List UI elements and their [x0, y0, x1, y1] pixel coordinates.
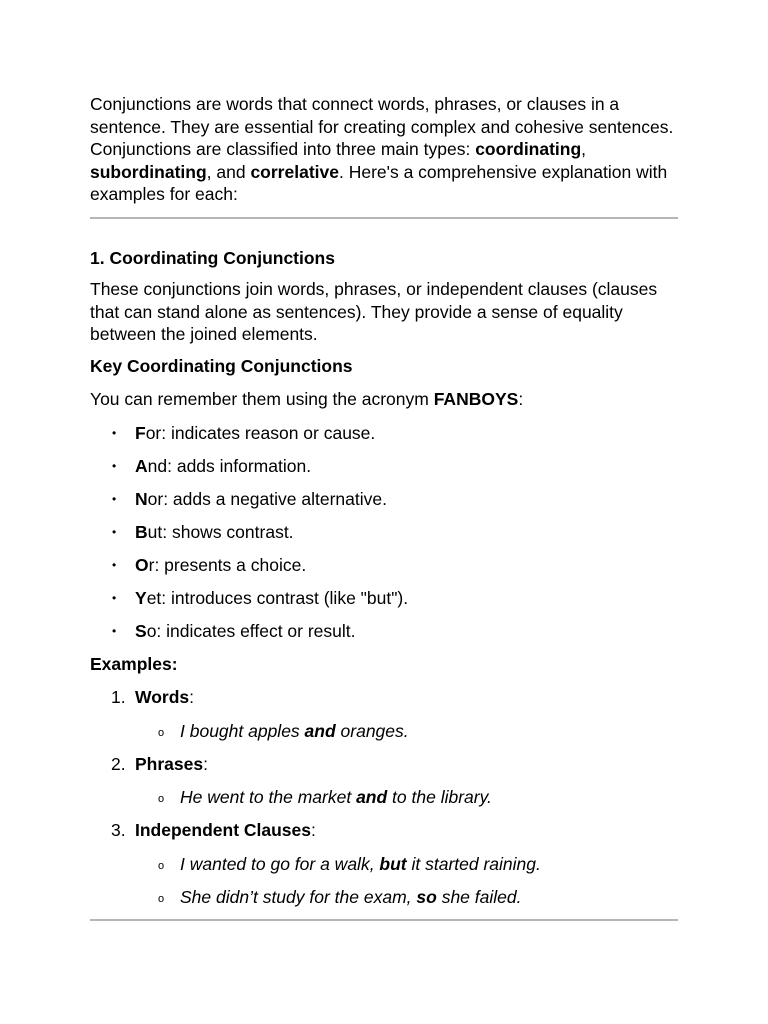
- fanboys-text: or: indicates reason or cause.: [145, 422, 376, 443]
- sentence-text: it started raining.: [406, 853, 541, 874]
- conjunction-word: but: [379, 853, 407, 874]
- fanboys-letter: F: [135, 422, 146, 443]
- bullet-icon: •: [112, 524, 117, 539]
- sentence-text: She didn’t study for the exam,: [180, 886, 417, 907]
- intro-line: sentence. They are essential for creating complex and cohesive sentences.: [90, 116, 674, 137]
- example-item: [90, 753, 678, 776]
- intro-line: examples for each:: [90, 184, 238, 204]
- fanboys-letter: S: [135, 620, 147, 641]
- fanboys-letter: O: [135, 554, 149, 575]
- intro-paragraph: [90, 93, 678, 206]
- sentence-text: to the library.: [387, 787, 492, 807]
- example-number: 1.: [111, 687, 126, 707]
- punctuation: :: [189, 687, 194, 707]
- type-correlative: correlative: [250, 161, 339, 182]
- punctuation: :: [311, 820, 316, 840]
- fanboys-item: [90, 488, 678, 511]
- fanboys-letter: B: [135, 521, 148, 542]
- fanboys-text: r: presents a choice.: [148, 554, 307, 575]
- bullet-icon: •: [112, 557, 117, 572]
- fanboys-item: [90, 521, 678, 544]
- circle-bullet-icon: o: [158, 892, 165, 905]
- punctuation: :: [518, 389, 524, 409]
- section-description: These conjunctions join words, phrases, or independent clauses (clauses that can stand alone as sentences). They provide a sense of equality between the joined elements.: [90, 279, 658, 344]
- fanboys-letter: Y: [135, 587, 147, 608]
- fanboys-text: nd: adds information.: [147, 455, 312, 476]
- fanboys-text: et: introduces contrast (like "but").: [146, 587, 409, 608]
- fanboys-item: [90, 620, 678, 643]
- example-label: Words: [135, 687, 190, 707]
- acronym-line: [90, 388, 678, 411]
- conjunction-word: and: [356, 787, 388, 807]
- fanboys-item: [90, 554, 678, 577]
- acronym-intro-text: You can remember them using the acronym: [90, 389, 434, 409]
- punctuation: :: [203, 753, 208, 774]
- example-item: [90, 819, 678, 842]
- fanboys-letter: A: [135, 455, 148, 476]
- example-sentence: [90, 886, 678, 909]
- circle-bullet-icon: o: [158, 859, 165, 872]
- separator-text: , and: [206, 161, 251, 182]
- bullet-icon: •: [112, 491, 117, 506]
- bullet-icon: •: [112, 425, 117, 440]
- example-number: 3.: [111, 820, 126, 840]
- example-sentence: [90, 786, 678, 809]
- fanboys-item: [90, 422, 678, 445]
- type-coordinating: coordinating: [475, 139, 582, 159]
- example-item: [90, 686, 678, 709]
- example-sentence: [90, 720, 678, 743]
- section-title: 1. Coordinating Conjunctions: [90, 247, 335, 268]
- punctuation: ,: [581, 139, 587, 159]
- bullet-icon: •: [112, 623, 117, 638]
- fanboys-list: [90, 422, 678, 643]
- intro-line: . Here's a comprehensive explanation with: [338, 161, 668, 182]
- fanboys-text: o: indicates effect or result.: [146, 620, 356, 641]
- sentence-text: I bought apples: [180, 720, 305, 741]
- bullet-icon: •: [112, 590, 117, 605]
- conjunction-word: and: [304, 720, 336, 741]
- intro-line: Conjunctions are words that connect words, phrases, or clauses in a: [90, 94, 620, 114]
- acronym: FANBOYS: [433, 389, 519, 409]
- example-label: Independent Clauses: [135, 820, 312, 840]
- fanboys-item: [90, 455, 678, 478]
- bullet-icon: •: [112, 458, 117, 473]
- example-sentence: [90, 853, 678, 876]
- fanboys-letter: N: [135, 488, 148, 509]
- fanboys-text: ut: shows contrast.: [147, 521, 294, 542]
- type-subordinating: subordinating: [90, 161, 207, 182]
- circle-bullet-icon: o: [158, 726, 165, 739]
- subheading: Key Coordinating Conjunctions: [90, 355, 353, 376]
- divider: [90, 919, 678, 921]
- intro-line: Conjunctions are classified into three main types:: [90, 139, 476, 159]
- fanboys-item: [90, 587, 678, 610]
- sentence-text: He went to the market: [180, 787, 357, 807]
- examples-heading: Examples:: [90, 653, 178, 674]
- circle-bullet-icon: o: [158, 793, 165, 805]
- example-label: Phrases: [135, 753, 204, 774]
- example-number: 2.: [111, 753, 126, 774]
- conjunction-word: so: [416, 886, 437, 907]
- divider: [90, 217, 678, 219]
- sentence-text: she failed.: [436, 886, 522, 907]
- sentence-text: oranges.: [335, 720, 409, 741]
- examples-list: [90, 686, 678, 908]
- sentence-text: I wanted to go for a walk,: [180, 853, 380, 874]
- fanboys-text: or: adds a negative alternative.: [147, 488, 387, 509]
